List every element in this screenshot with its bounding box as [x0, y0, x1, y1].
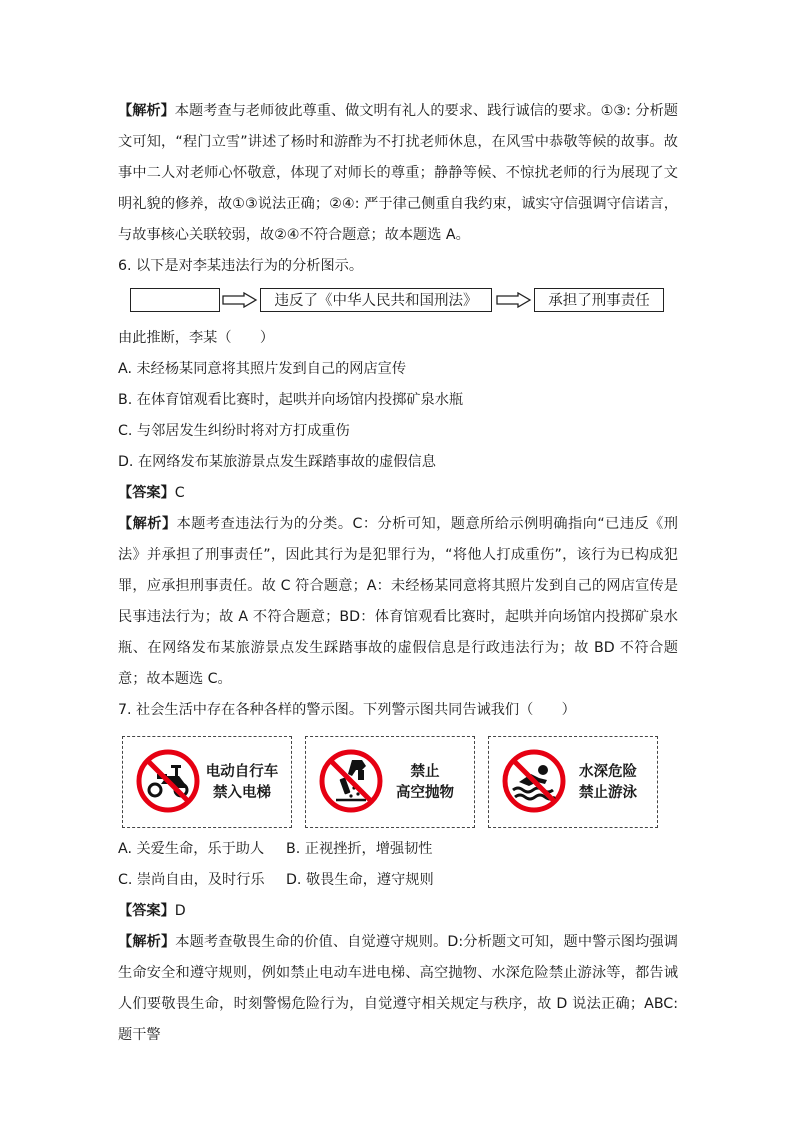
analysis-q6	[118, 509, 678, 695]
arrow-right-icon	[496, 292, 532, 308]
sign-no-throwing	[305, 736, 475, 828]
arrow-right-icon	[222, 292, 258, 308]
answer-label: 【答案】	[118, 485, 175, 501]
answer-q6	[118, 478, 678, 509]
option-c: C. 崇尚自由，及时行乐	[118, 872, 265, 888]
option-c: C. 与邻居发生纠纷时将对方打成重伤	[118, 423, 350, 439]
analysis-label: 【解析】	[118, 934, 176, 950]
question-6-prompt: 由此推断，李某（ ）	[118, 330, 275, 346]
option-a: A. 关爱生命，乐于助人	[118, 841, 265, 857]
flow-box-blank	[130, 288, 220, 312]
document-page	[118, 96, 678, 1051]
option-d: D. 敬畏生命，遵守规则	[286, 872, 434, 888]
sign-label: 水深危险 禁止游泳	[579, 764, 637, 801]
option-a: A. 未经杨某同意将其照片发到自己的网店宣传	[118, 361, 407, 377]
analysis-text: 本题考查与老师彼此尊重、做文明有礼人的要求、践行诚信的要求。①③: 分析题文可知，“程门立雪”讲述了杨时和游酢为不打扰老师休息，在风雪中恭敬等候的故事。故事中二人对老师心怀敬意，体现了对师长的尊重；静静等候、不惊扰老师的行为展现了文明礼貌的修养，故①③说法正确；②④: 严于律己侧重自我约束，诚实守信强调守信诺言，与故事核心关联较弱，故②④不符合题意；故本题选 A。	[118, 103, 678, 243]
options-row-ab	[118, 834, 678, 865]
no-swimming-icon	[501, 748, 567, 814]
question-7-stem: 7. 社会生活中存在各种各样的警示图。下列警示图共同告诫我们（ ）	[118, 702, 576, 718]
analysis-label: 【解析】	[118, 516, 177, 532]
analysis-q5	[118, 96, 678, 251]
answer-label: 【答案】	[118, 903, 175, 919]
option-b: B. 正视挫折，增强韧性	[286, 841, 433, 857]
warning-signs	[122, 730, 678, 834]
flow-box-liability: 承担了刑事责任	[534, 288, 664, 312]
analysis-label: 【解析】	[118, 103, 175, 119]
sign-label: 禁止 高空抛物	[396, 764, 454, 801]
answer-q7	[118, 896, 678, 927]
option-b: B. 在体育馆观看比赛时，起哄并向场馆内投掷矿泉水瓶	[118, 392, 464, 408]
options-row-cd	[118, 865, 678, 896]
no-ebike-icon	[135, 748, 201, 814]
analysis-text: 本题考查违法行为的分类。C：分析可知，题意所给示例明确指向“已违反《刑法》并承担了刑事责任”，因此其行为是犯罪行为，“将他人打成重伤”，该行为已构成犯罪，应承担刑事责任。故 C 符合题意；A：未经杨某同意将其照片发到自己的网店宣传是民事违法行为；故 A 不符合题意；BD：体育馆观看比赛时，起哄并向场馆内投掷矿泉水瓶、在网络发布某旅游景点发生踩踏事故的虚假信息是行政违法行为；故 BD 不符合题意；故本题选 C。	[118, 516, 678, 687]
analysis-q7	[118, 927, 678, 1051]
flow-diagram	[130, 284, 678, 320]
analysis-text: 本题考查敬畏生命的价值、自觉遵守规则。D:分析题文可知，题中警示图均强调生命安全和遵守规则，例如禁止电动车进电梯、高空抛物、水深危险禁止游泳等，都告诫人们要敬畏生命，时刻警惕危险行为，自觉遵守相关规定与秩序，故 D 说法正确；ABC: 题干警	[118, 934, 678, 1043]
flow-box-law: 违反了《中华人民共和国刑法》	[260, 288, 492, 312]
answer-value: D	[174, 903, 186, 919]
sign-no-swimming	[488, 736, 658, 828]
sign-no-ebike	[122, 736, 292, 828]
option-d: D. 在网络发布某旅游景点发生踩踏事故的虚假信息	[118, 454, 436, 470]
sign-label: 电动自行车 禁入电梯	[205, 764, 279, 801]
answer-value: C	[174, 485, 185, 501]
no-throwing-icon	[318, 748, 384, 814]
question-6-stem: 6. 以下是对李某违法行为的分析图示。	[118, 258, 364, 274]
